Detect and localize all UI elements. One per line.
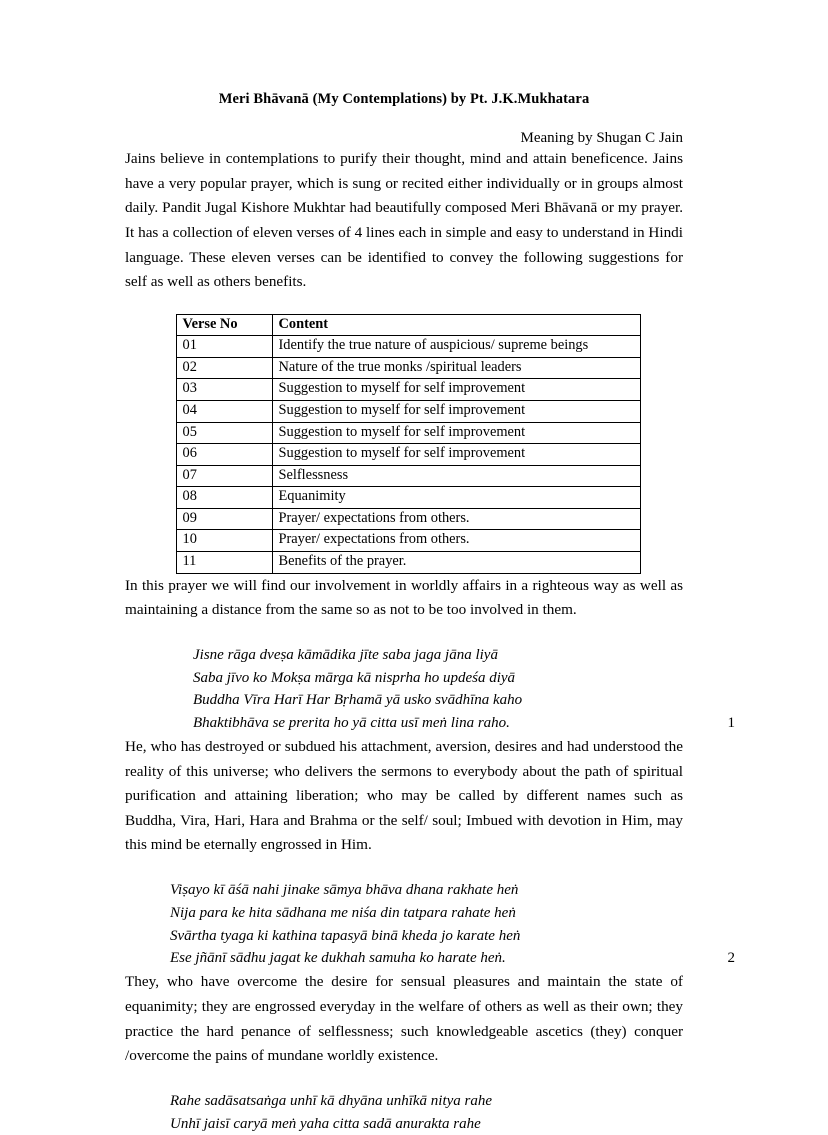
cell-verse-no: 05 [176, 422, 272, 444]
table-row [176, 444, 640, 466]
verse-block-2 [170, 879, 735, 970]
verse-summary-table [176, 314, 641, 574]
verse-2-meaning: They, who have overcome the desire for sensual pleasures and maintain the state of equanimity; they are engrossed everyday in the welfare of others as well as their own; they practice the hard penance of selflessness; such knowledgeable ascetics (they) conquer /overcome the pains of mundane worldly existence. [125, 973, 683, 1065]
table-head [176, 314, 640, 336]
cell-verse-no: 11 [176, 551, 272, 573]
table-header-content: Content [272, 314, 640, 336]
cell-verse-no: 03 [176, 379, 272, 401]
cell-verse-no: 08 [176, 487, 272, 509]
table-header-verse-no: Verse No [176, 314, 272, 336]
cell-content: Nature of the true monks /spiritual leaders [272, 357, 640, 379]
verse-1-meaning: He, who has destroyed or subdued his attachment, aversion, desires and had understood the reality of this universe; who delivers the sermons to everybody about the path of spiritual purification and attaining liberation; who may be called by different names such as Buddha, Vira, Hari, Hara and Brahma or the self/ soul; Imbued with devotion in Him, may this mind be eternally engrossed in Him. [125, 737, 683, 854]
verse-summary-table-wrapper [125, 314, 683, 574]
cell-content: Suggestion to myself for self improvement [272, 422, 640, 444]
verse-line: Saba jīvo ko Mokṣa mārga kā nisprha ho updeśa diyā [193, 669, 516, 686]
byline: Meaning by Shugan C Jain [520, 130, 683, 146]
verse-line: Jisne rāga dveṣa kāmādika jīte saba jaga jāna liyā [193, 646, 498, 663]
verse-line: Nija para ke hita sādhana me niśa din tatpara rahate heṅ [170, 904, 516, 921]
verse-line: Buddha Vīra Harī Har Bṛhamā yā usko svādhīna kaho [193, 692, 523, 709]
verse-line: Unhī jaisī caryā meṅ yaha citta sadā anurakta rahe [170, 1115, 481, 1132]
post-table-paragraph: In this prayer we will find our involvement in worldly affairs in a righteous way as well as maintaining a distance from the same so as not to be too involved in them. [125, 576, 683, 619]
table-body [176, 336, 640, 573]
verse-number: 1 [727, 715, 735, 732]
verse-number: 2 [727, 950, 735, 967]
cell-content: Equanimity [272, 487, 640, 509]
cell-verse-no: 01 [176, 336, 272, 358]
table-row [176, 465, 640, 487]
table-row [176, 487, 640, 509]
verse-line: Bhaktibhāva se prerita ho yā citta usī meṅ lina raho. [193, 715, 510, 732]
cell-verse-no: 02 [176, 357, 272, 379]
verse-line: Ese jñānī sādhu jagat ke dukhah samuha ko harate heṅ. [170, 950, 506, 967]
cell-content: Prayer/ expectations from others. [272, 530, 640, 552]
cell-content: Suggestion to myself for self improvement [272, 379, 640, 401]
cell-content: Prayer/ expectations from others. [272, 508, 640, 530]
verse-line: Viṣayo kī āśā nahi jinake sāmya bhāva dhana rakhate heṅ [170, 882, 519, 899]
cell-content: Selflessness [272, 465, 640, 487]
cell-content: Suggestion to myself for self improvement [272, 401, 640, 423]
table-row [176, 336, 640, 358]
table-header-row [176, 314, 640, 336]
verse-line: Rahe sadāsatsaṅga unhī kā dhyāna unhīkā nitya rahe [170, 1092, 493, 1109]
table-row [176, 530, 640, 552]
cell-verse-no: 04 [176, 401, 272, 423]
table-row [176, 422, 640, 444]
cell-verse-no: 07 [176, 465, 272, 487]
page-title: Meri Bhāvanā (My Contemplations) by Pt. J.K.Mukhatara [218, 91, 590, 107]
cell-content: Identify the true nature of auspicious/ supreme beings [272, 336, 640, 358]
verse-block-3 [170, 1090, 683, 1135]
cell-verse-no: 10 [176, 530, 272, 552]
cell-verse-no: 06 [176, 444, 272, 466]
cell-content: Benefits of the prayer. [272, 551, 640, 573]
intro-paragraph: Jains believe in contemplations to purify their thought, mind and attain beneficence. Jains have a very popular prayer, which is sung or recited either individually or in groups almost daily. Pandit Jugal Kishore Mukhtar had beautifully composed Meri Bhāvanā or my prayer. It has a collection of eleven verses of 4 lines each in simple and easy to understand in Hindi language. These eleven verses can be identified to convey the following suggestions for self as well as others benefits. [125, 150, 683, 291]
table-row [176, 379, 640, 401]
table-row [176, 357, 640, 379]
cell-content: Suggestion to myself for self improvement [272, 444, 640, 466]
cell-verse-no: 09 [176, 508, 272, 530]
verse-block-1 [193, 644, 735, 735]
table-row [176, 508, 640, 530]
verse-line: Svārtha tyaga ki kathina tapasyā binā kheda jo karate heṅ [170, 927, 521, 944]
table-row [176, 401, 640, 423]
table-row [176, 551, 640, 573]
document-page [125, 0, 735, 1135]
